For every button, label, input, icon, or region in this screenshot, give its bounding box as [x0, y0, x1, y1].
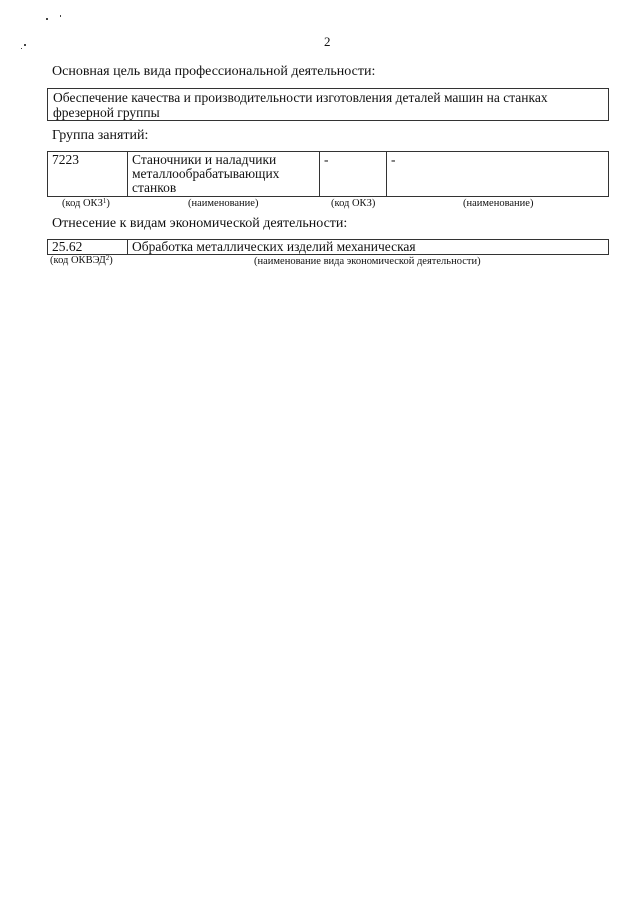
- purpose-heading: Основная цель вида профессиональной деятельности:: [52, 64, 376, 79]
- okved-code: 25.62: [52, 239, 83, 254]
- okz-name-caption: (наименование): [188, 198, 259, 209]
- economic-activity-heading: Отнесение к видам экономической деятельности:: [52, 216, 348, 231]
- page-number: 2: [324, 34, 331, 49]
- occupation-name2-cell: [387, 152, 608, 196]
- okz-code-caption: (код ОКЗ$^1$): [62, 197, 110, 209]
- purpose-text: Обеспечение качества и производительности изготовления деталей машин на станках фрезерной группы: [53, 90, 548, 120]
- okved-code-cell: [48, 240, 128, 254]
- economic-activity-table: [47, 239, 609, 255]
- scan-speck: [21, 48, 22, 49]
- okved-name-caption: (наименование вида экономической деятельности): [254, 256, 481, 267]
- occupation-group-table: [47, 151, 609, 197]
- occupation-code-cell: [48, 152, 128, 196]
- occupation-name2: -: [391, 152, 396, 167]
- occupation-group-heading: Группа занятий:: [52, 128, 149, 143]
- scan-speck: [46, 18, 48, 20]
- okz-name2-caption: (наименование): [463, 198, 534, 209]
- occupation-code2-cell: [320, 152, 387, 196]
- occupation-name-cell: [128, 152, 320, 196]
- purpose-box: [47, 88, 609, 121]
- okved-code-caption: (код ОКВЭД$^2$): [50, 254, 113, 266]
- okved-name-cell: [128, 240, 608, 254]
- okz-code2-caption: (код ОКЗ): [331, 198, 376, 209]
- okved-name: Обработка металлических изделий механическая: [132, 239, 416, 254]
- scan-speck: [24, 44, 26, 46]
- occupation-code: 7223: [52, 152, 79, 167]
- occupation-code2: -: [324, 152, 329, 167]
- scan-speck: [60, 15, 61, 17]
- occupation-name: Станочники и наладчики металлообрабатывающих станков: [132, 152, 280, 195]
